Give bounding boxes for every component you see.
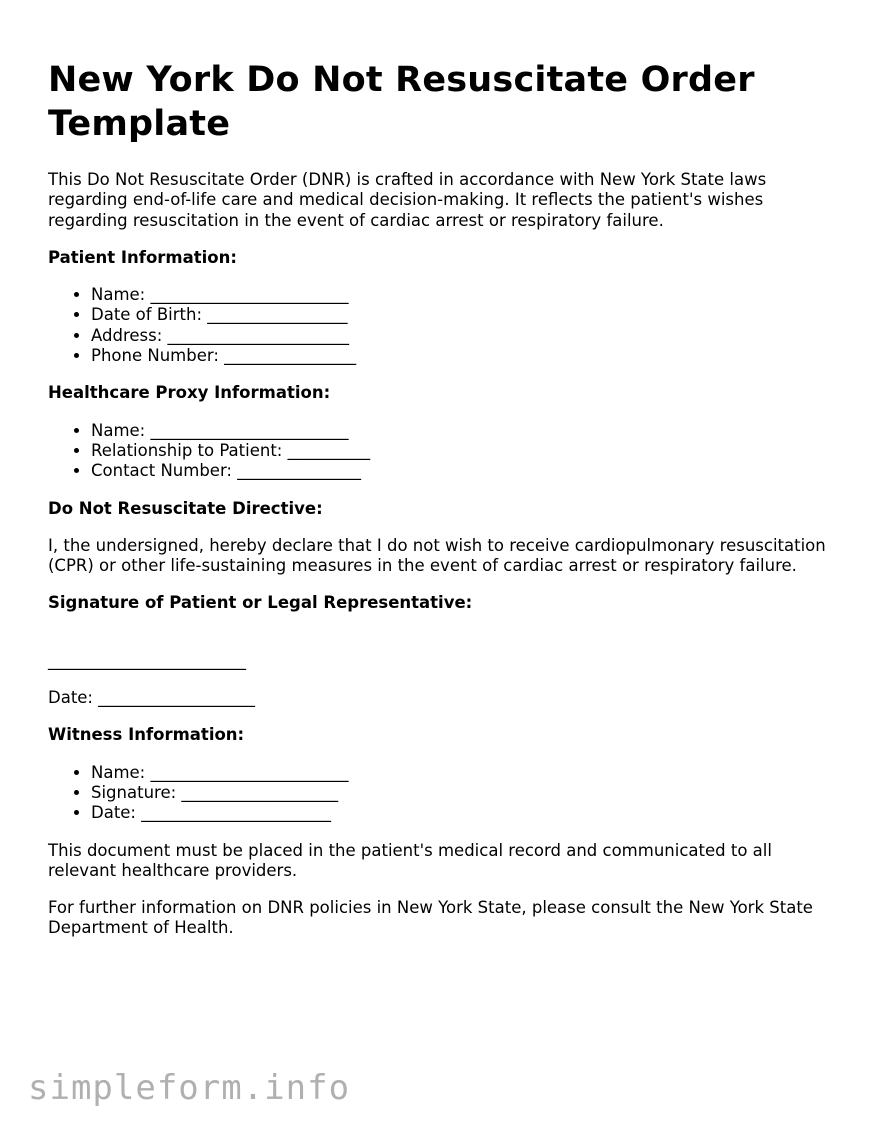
witness-date-field: • Date: _______________________ [91,803,838,823]
patient-dob-field: • Date of Birth: _________________ [91,305,838,325]
proxy-info-heading: Healthcare Proxy Information: [48,383,331,403]
signature-line: ________________________ [48,650,246,670]
patient-info-heading: Patient Information: [48,247,237,267]
proxy-info-list [48,421,838,482]
closing-paragraph-record: This document must be placed in the patient's medical record and communicated to all relevant healthcare providers. [48,840,772,880]
signature-spacer [48,631,838,651]
closing-paragraph-info: For further information on DNR policies in New York State, please consult the New York State Department of Health. [48,898,813,938]
signature-heading: Signature of Patient or Legal Representative: [48,593,473,613]
witness-signature-field: • Signature: ___________________ [91,783,838,803]
directive-text: I, the undersigned, hereby declare that I do not wish to receive cardiopulmonary resuscitation (CPR) or other life-sustaining measures in the event of cardiac arrest or respiratory failure. [48,535,826,576]
document-page [48,58,838,956]
intro-paragraph: This Do Not Resuscitate Order (DNR) is crafted in accordance with New York State laws regarding end-of-life care and medical decision-making. It reflects the patient's wishes regarding resuscitation in the event of cardiac arrest or respiratory failure. [48,170,767,230]
patient-address-field: • Address: ______________________ [91,326,838,346]
witness-info-heading: Witness Information: [48,725,245,745]
watermark-logo: simpleform.info [28,1068,351,1108]
document-title: New York Do Not Resuscitate Order Template [48,60,755,144]
directive-heading: Do Not Resuscitate Directive: [48,498,323,518]
proxy-name-field: • Name: ________________________ [91,421,838,441]
patient-phone-field: • Phone Number: ________________ [91,346,838,366]
patient-info-list [48,285,838,366]
proxy-contact-field: • Contact Number: _______________ [91,461,838,481]
patient-name-field: • Name: ________________________ [91,285,838,305]
proxy-relationship-field: • Relationship to Patient: __________ [91,441,838,461]
witness-info-list [48,763,838,824]
signature-date-field: Date: ___________________ [48,688,255,708]
witness-name-field: • Name: ________________________ [91,763,838,783]
